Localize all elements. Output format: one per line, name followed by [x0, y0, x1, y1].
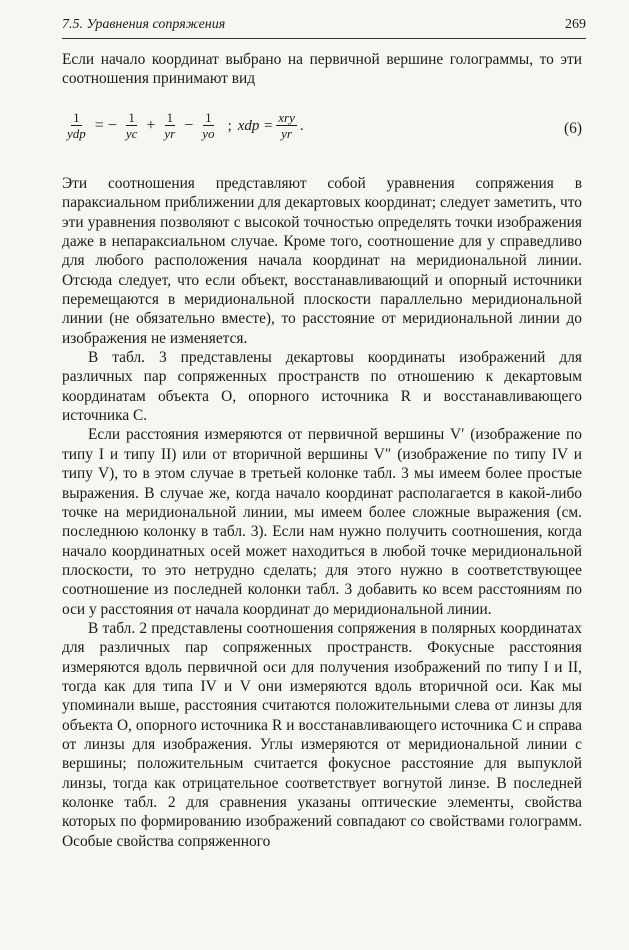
denominator: yc [125, 126, 138, 141]
section-title: 7.5. Уравнения сопряжения [62, 17, 226, 32]
intro-paragraph: Если начало координат выбрано на первичной вершине голограммы, то эти соотношения принимают вид [62, 51, 582, 88]
paragraph: В табл. 2 представлены соотношения сопряжения в полярных координатах для различных пар сопряженных пространств. Фокусные расстояния измеряются вдоль первичной оси для получения изображений по типу I и II, тогда как для типа IV и V они измеряются вдоль вторичной оси. Как мы упоминали выше, расстояния считаются положительными слева от линзы для объекта O, опорного источника R и восстанавливающего источника C и справа от линзы для изображения. Углы измеряются от меридиональной линии с вершины; положительным считается фокусное расстояние для выпуклой линзы, тогда как отрицательное соответствует вогнутой линзе. В последней колонке табл. 2 для сравнения указаны оптические элементы, свойства которых по формированию изображений совпадают со свойствами голограмм. Особые свойства сопряженного [62, 619, 582, 850]
fraction-1-yc [124, 110, 140, 142]
period: . [299, 117, 304, 134]
lhs-xdp: xdp = [237, 117, 274, 134]
operator: = − [94, 117, 117, 134]
running-header [62, 14, 586, 39]
semicolon: ; [227, 117, 232, 134]
denominator: yr [281, 126, 292, 141]
numerator: 1 [128, 110, 135, 125]
operator: − [184, 117, 194, 134]
equation-number: (6) [564, 120, 582, 137]
fraction-1-ydp [65, 110, 88, 142]
denominator: yo [202, 126, 215, 141]
fraction-1-yo [200, 110, 216, 142]
fraction-1-yr [162, 110, 177, 142]
paragraph: Эти соотношения представляют собой уравнения сопряжения в параксиальном приближении для декартовых координат; следует заметить, что эти уравнения позволяют с высокой точностью определять точки изображения даже в непараксиальном случае. Кроме того, соотношение для y справедливо для любого расположения начала координат на меридиональной линии. Отсюда следует, что если объект, восстанавливающий и опорный источники перемещаются в меридиональной плоскости параллельно меридиональной линии (не обязательно вместе), то расстояние от меридиональной линии до изображения не изменяется. [62, 175, 582, 347]
page-number: 269 [565, 17, 586, 32]
numerator: 1 [73, 110, 80, 125]
equation-6 [62, 106, 582, 158]
numerator: 1 [166, 110, 174, 125]
denominator: yr [164, 126, 176, 141]
fraction-xry-yr [276, 110, 297, 142]
equation-row [62, 110, 304, 142]
operator: + [146, 117, 156, 134]
body-text [62, 174, 582, 851]
denominator: ydp [67, 126, 86, 141]
paragraph: В табл. 3 представлены декартовы координаты изображений для различных пар сопряженных пространств по отношению к декартовым координатам объекта O, опорного источника R и восстанавливающего источника C. [62, 349, 582, 425]
numerator: xry [278, 110, 295, 125]
numerator: 1 [205, 110, 212, 125]
paragraph: Если расстояния измеряются от первичной вершины V′ (изображение по типу I и типу II) или от вторичной вершины V″ (изображение по типу IV и типу V), то в этом случае в третьей колонке табл. 3 мы имеем более простые выражения. В случае же, когда начало координат располагается в какой-либо точке на меридиональной линии, мы имеем более сложные выражения (см. последнюю колонку в табл. 3). Если нам нужно получить соотношения, когда начало координатных осей может находиться в любой точке меридиональной плоскости, то это нетрудно сделать; для этого нужно в соответствующее соотношение из последней колонки табл. 3 добавить ко всем расстояниям по оси y расстояния от начала координат до меридиональной линии. [62, 426, 582, 618]
